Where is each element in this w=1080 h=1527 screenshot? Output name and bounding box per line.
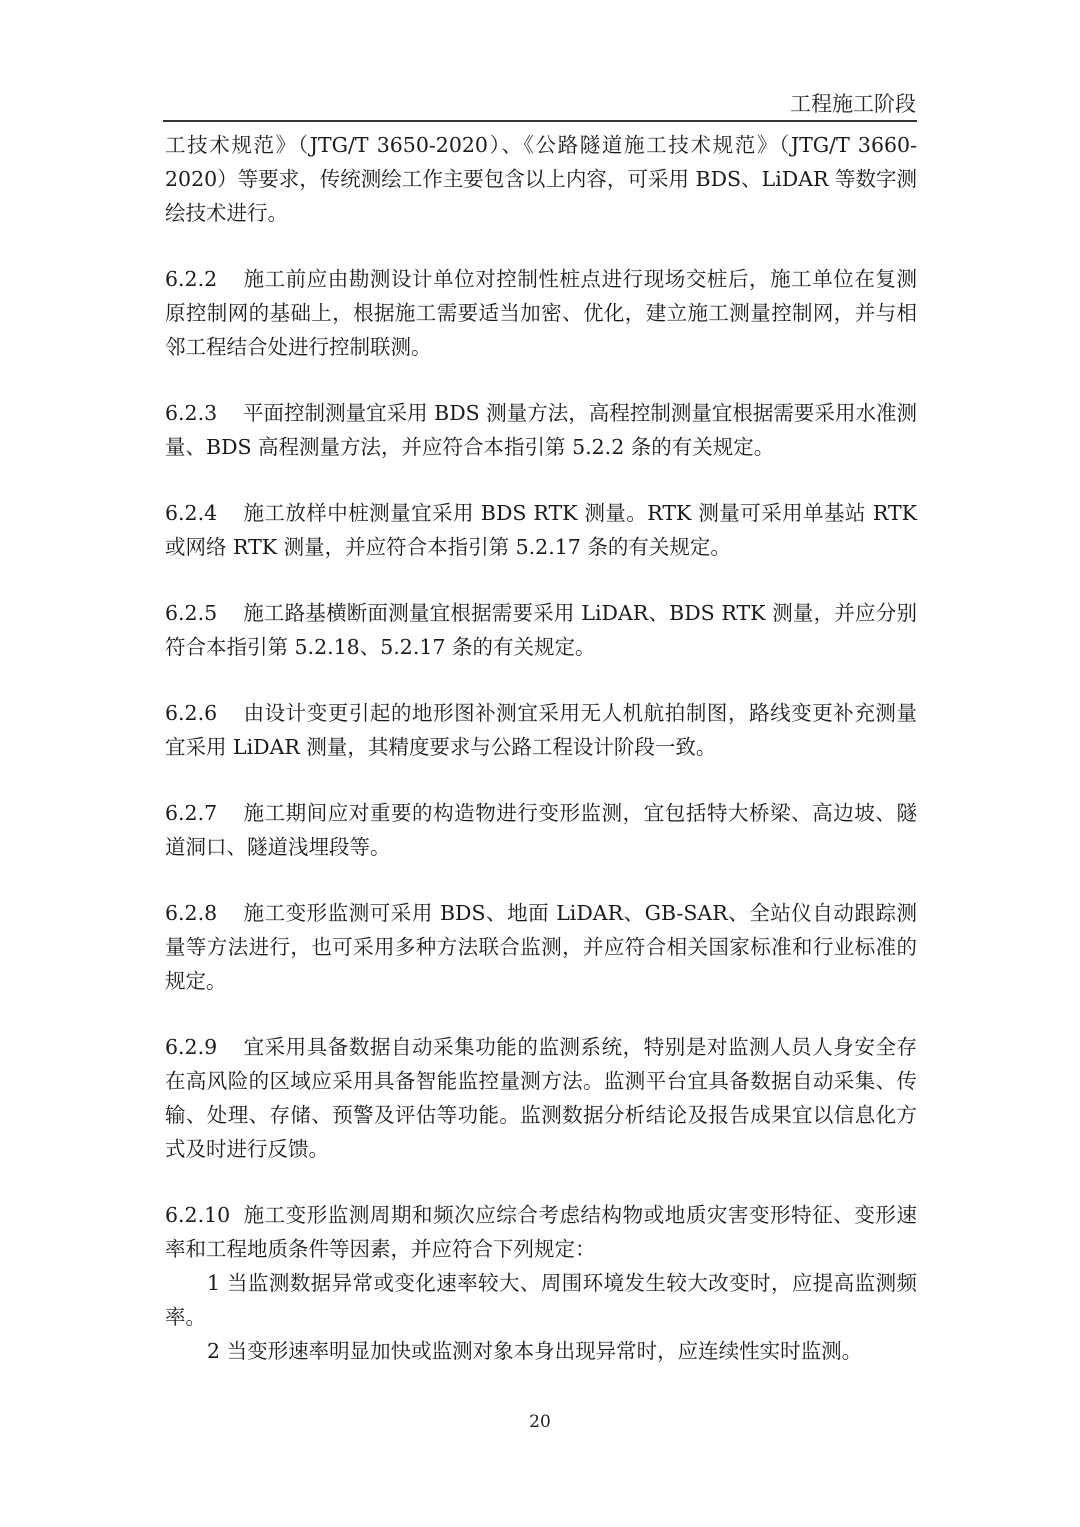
- clause-number: 6.2.2: [165, 267, 218, 291]
- item-text: 当监测数据异常或变化速率较大、周围环境发生较大改变时，应提高监测频率。: [165, 1271, 917, 1329]
- item-number: 2: [207, 1339, 221, 1363]
- header-rule: [163, 120, 917, 122]
- clause-text: 宜采用具备数据自动采集功能的监测系统，特别是对监测人员人身安全存在高风险的区域应采用具备智能监控量测方法。监测平台宜具备数据自动采集、传输、处理、存储、预警及评估等功能。监测数据分析结论及报告成果宜以信息化方式及时进行反馈。: [165, 1035, 917, 1161]
- page-body: [165, 128, 917, 1368]
- clause-text: 施工期间应对重要的构造物进行变形监测，宜包括特大桥梁、高边坡、隧道洞口、隧道浅埋段等。: [165, 801, 917, 859]
- clause-text: 由设计变更引起的地形图补测宜采用无人机航拍制图，路线变更补充测量宜采用 LiDAR 测量，其精度要求与公路工程设计阶段一致。: [165, 701, 917, 759]
- list-item-2: [165, 1334, 917, 1368]
- running-header-title: 工程施工阶段: [790, 92, 916, 116]
- clause-number: 6.2.7: [165, 801, 218, 825]
- clause-6-2-2: [165, 262, 917, 364]
- clause-number: 6.2.4: [165, 501, 218, 525]
- clause-text: 施工变形监测可采用 BDS、地面 LiDAR、GB-SAR、全站仪自动跟踪测量等方法进行，也可采用多种方法联合监测，并应符合相关国家标准和行业标准的规定。: [165, 901, 917, 993]
- clause-text: 施工前应由勘测设计单位对控制性桩点进行现场交桩后，施工单位在复测原控制网的基础上，根据施工需要适当加密、优化，建立施工测量控制网，并与相邻工程结合处进行控制联测。: [165, 267, 917, 359]
- clause-text: 施工放样中桩测量宜采用 BDS RTK 测量。RTK 测量可采用单基站 RTK 或网络 RTK 测量，并应符合本指引第 5.2.17 条的有关规定。: [165, 501, 917, 559]
- clause-text: 施工变形监测周期和频次应综合考虑结构物或地质灾害变形特征、变形速率和工程地质条件等因素，并应符合下列规定：: [165, 1203, 917, 1261]
- item-text: 当变形速率明显加快或监测对象本身出现异常时，应连续性实时监测。: [226, 1339, 863, 1363]
- clause-number: 6.2.5: [165, 601, 218, 625]
- clause-6-2-8: [165, 896, 917, 998]
- item-number: 1: [207, 1271, 221, 1295]
- clause-6-2-5: [165, 596, 917, 664]
- clause-6-2-7: [165, 796, 917, 864]
- page-number: 20: [529, 1412, 551, 1432]
- clause-number: 6.2.3: [165, 401, 218, 425]
- clause-6-2-4: [165, 496, 917, 564]
- clause-6-2-9: [165, 1030, 917, 1166]
- clause-number: 6.2.10: [165, 1203, 231, 1227]
- clause-text: 施工路基横断面测量宜根据需要采用 LiDAR、BDS RTK 测量，并应分别符合本指引第 5.2.18、5.2.17 条的有关规定。: [165, 601, 917, 659]
- clause-6-2-6: [165, 696, 917, 764]
- clause-6-2-3: [165, 396, 917, 464]
- intro-paragraph: 工技术规范》（JTG/T 3650-2020）、《公路隧道施工技术规范》（JTG/T 3660-2020）等要求，传统测绘工作主要包含以上内容，可采用 BDS、LiDAR 等数字测绘技术进行。: [165, 133, 917, 225]
- clause-number: 6.2.6: [165, 701, 218, 725]
- clause-number: 6.2.9: [165, 1035, 218, 1059]
- clause-number: 6.2.8: [165, 901, 218, 925]
- list-item-1: [165, 1266, 917, 1334]
- clause-6-2-10: [165, 1198, 917, 1266]
- clause-text: 平面控制测量宜采用 BDS 测量方法，高程控制测量宜根据需要采用水准测量、BDS 高程测量方法，并应符合本指引第 5.2.2 条的有关规定。: [165, 401, 917, 459]
